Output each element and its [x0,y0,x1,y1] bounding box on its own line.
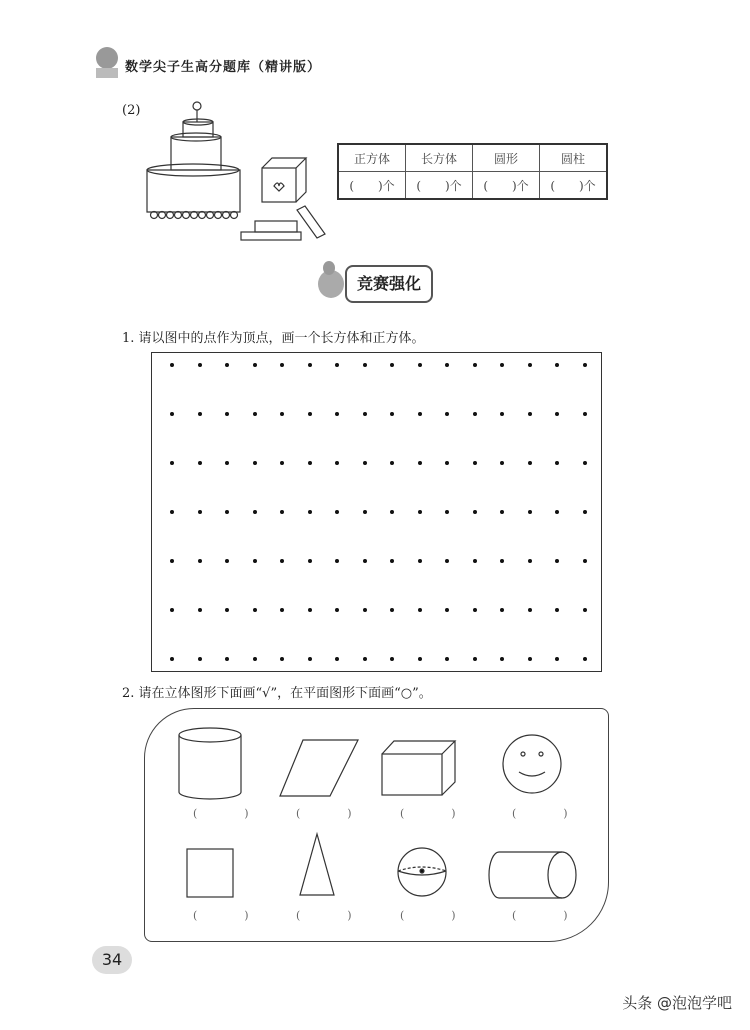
sphere-icon [398,848,446,896]
grid-dot[interactable] [280,461,284,465]
grid-dot[interactable] [280,657,284,661]
grid-dot[interactable] [280,363,284,367]
cuboid-icon [382,741,455,795]
grid-dot[interactable] [363,657,367,661]
grid-dot[interactable] [363,559,367,563]
grid-dot[interactable] [308,412,312,416]
grid-dot[interactable] [473,412,477,416]
grid-dot[interactable] [198,608,202,612]
grid-dot[interactable] [500,461,504,465]
grid-dot[interactable] [418,412,422,416]
page-number: 34 [92,946,132,974]
grid-dot[interactable] [390,559,394,563]
shapes-drawing [144,708,607,940]
grid-dot[interactable] [583,363,587,367]
square-icon [187,849,233,897]
grid-dot[interactable] [170,608,174,612]
triangle-icon [300,834,334,895]
grid-dot[interactable] [445,608,449,612]
grid-dot[interactable] [418,559,422,563]
grid-dot[interactable] [418,461,422,465]
grid-dot[interactable] [225,657,229,661]
grid-dot[interactable] [445,412,449,416]
grid-dot[interactable] [445,657,449,661]
grid-dot[interactable] [528,657,532,661]
answer-blank[interactable]: ( ) [400,807,474,820]
grid-dot[interactable] [308,608,312,612]
grid-dot[interactable] [583,461,587,465]
grid-dot[interactable] [500,363,504,367]
book-header-title: 数学尖子生高分题库（精讲版） [125,60,322,75]
grid-dot[interactable] [500,559,504,563]
grid-dot[interactable] [253,608,257,612]
grid-dot[interactable] [445,559,449,563]
cake-and-boxes-illustration [140,98,340,243]
cylinder-icon [179,728,241,799]
grid-dot[interactable] [335,657,339,661]
grid-dot[interactable] [500,657,504,661]
answer-blank[interactable]: ( ) [512,909,586,922]
section-badge: 竞赛强化 [345,265,433,303]
question-1-text: 1. 请以图中的点作为顶点，画一个长方体和正方体。 [122,331,425,346]
answer-blank[interactable]: ( ) [296,807,370,820]
grid-dot[interactable] [170,461,174,465]
grid-dot[interactable] [500,412,504,416]
student-mascot-icon [92,44,122,80]
answer-blank[interactable]: ( ) [193,909,267,922]
grid-dot[interactable] [335,461,339,465]
grid-dot[interactable] [473,657,477,661]
grid-dot[interactable] [363,412,367,416]
grid-dot[interactable] [280,412,284,416]
grid-dot[interactable] [555,657,559,661]
grid-dot[interactable] [363,510,367,514]
answer-blank[interactable]: ( ) [193,807,267,820]
grid-dot[interactable] [253,461,257,465]
grid-dot[interactable] [583,510,587,514]
grid-dot[interactable] [253,363,257,367]
grid-dot[interactable] [308,510,312,514]
grid-dot[interactable] [528,510,532,514]
table-header: 圆柱 [540,144,608,172]
grid-dot[interactable] [583,608,587,612]
answer-cell[interactable]: ( )个 [473,172,540,200]
grid-dot[interactable] [170,559,174,563]
part-label: (2) [122,103,141,118]
grid-dot[interactable] [418,657,422,661]
grid-dot[interactable] [390,363,394,367]
grid-dot[interactable] [555,461,559,465]
grid-dot[interactable] [198,510,202,514]
grid-dot[interactable] [198,363,202,367]
grid-dot[interactable] [225,608,229,612]
grid-dot[interactable] [473,559,477,563]
grid-dot[interactable] [280,559,284,563]
grid-dot[interactable] [555,510,559,514]
grid-dot[interactable] [445,510,449,514]
grid-dot[interactable] [583,412,587,416]
grid-dot[interactable] [363,608,367,612]
grid-dot[interactable] [445,363,449,367]
grid-dot[interactable] [555,412,559,416]
grid-dot[interactable] [225,412,229,416]
answer-blank[interactable]: ( ) [296,909,370,922]
grid-dot[interactable] [445,461,449,465]
watermark: 头条 @泡泡学吧 [622,994,732,1012]
grid-dot[interactable] [390,412,394,416]
grid-dot[interactable] [308,461,312,465]
grid-dot[interactable] [225,461,229,465]
grid-dot[interactable] [363,461,367,465]
grid-dot[interactable] [170,363,174,367]
grid-dot[interactable] [418,510,422,514]
dot-grid[interactable] [151,352,602,672]
answer-cell[interactable]: ( )个 [406,172,473,200]
grid-dot[interactable] [500,510,504,514]
grid-dot[interactable] [253,657,257,661]
grid-dot[interactable] [390,461,394,465]
grid-dot[interactable] [528,461,532,465]
table-header: 正方体 [338,144,406,172]
smiley-face-icon [503,735,561,793]
grid-dot[interactable] [583,657,587,661]
answer-cell[interactable]: ( )个 [338,172,406,200]
grid-dot[interactable] [473,510,477,514]
grid-dot[interactable] [225,510,229,514]
grid-dot[interactable] [335,510,339,514]
grid-dot[interactable] [473,608,477,612]
grid-dot[interactable] [555,608,559,612]
grid-dot[interactable] [528,608,532,612]
grid-dot[interactable] [473,363,477,367]
grid-dot[interactable] [390,608,394,612]
grid-dot[interactable] [418,363,422,367]
grid-dot[interactable] [198,559,202,563]
grid-dot[interactable] [528,559,532,563]
question-2-text: 2. 请在立体图形下面画“√”，在平面图形下面画“○”。 [122,686,432,701]
grid-dot[interactable] [335,412,339,416]
grid-dot[interactable] [308,657,312,661]
grid-dot[interactable] [335,559,339,563]
grid-dot[interactable] [363,363,367,367]
grid-dot[interactable] [335,608,339,612]
shape-count-table [337,143,608,200]
grid-dot[interactable] [390,510,394,514]
parallelogram-icon [280,740,358,796]
table-header: 长方体 [406,144,473,172]
grid-dot[interactable] [253,559,257,563]
grid-dot[interactable] [473,461,477,465]
grid-dot[interactable] [198,657,202,661]
grid-dot[interactable] [253,412,257,416]
grid-dot[interactable] [500,608,504,612]
answer-blank[interactable]: ( ) [512,807,586,820]
thumbs-up-icon [314,260,348,300]
grid-dot[interactable] [225,559,229,563]
grid-dot[interactable] [418,608,422,612]
grid-dot[interactable] [528,412,532,416]
grid-dot[interactable] [170,412,174,416]
grid-dot[interactable] [280,510,284,514]
grid-dot[interactable] [170,657,174,661]
grid-dot[interactable] [198,461,202,465]
grid-dot[interactable] [555,559,559,563]
grid-dot[interactable] [528,363,532,367]
table-header: 圆形 [473,144,540,172]
grid-dot[interactable] [555,363,559,367]
answer-cell[interactable]: ( )个 [540,172,608,200]
grid-dot[interactable] [170,510,174,514]
grid-dot[interactable] [308,363,312,367]
grid-dot[interactable] [583,559,587,563]
grid-dot[interactable] [335,363,339,367]
grid-dot[interactable] [198,412,202,416]
grid-dot[interactable] [280,608,284,612]
answer-blank[interactable]: ( ) [400,909,474,922]
grid-dot[interactable] [308,559,312,563]
grid-dot[interactable] [390,657,394,661]
grid-dot[interactable] [253,510,257,514]
lying-cylinder-icon [489,852,576,898]
grid-dot[interactable] [225,363,229,367]
